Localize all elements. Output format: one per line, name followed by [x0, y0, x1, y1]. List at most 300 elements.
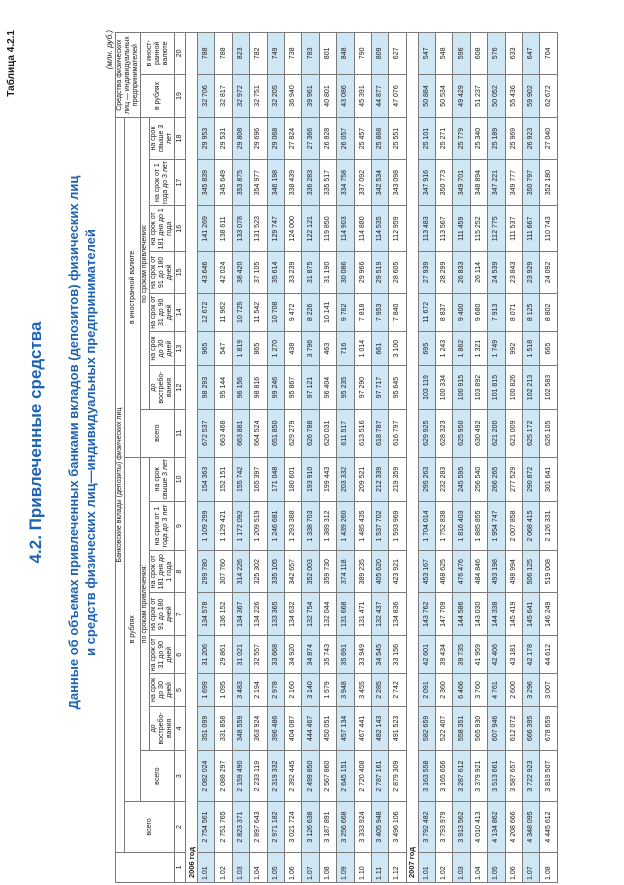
value-cell: 33 949 [354, 636, 371, 674]
year-group-row [406, 33, 418, 883]
value-cell: 3 163 558 [418, 751, 435, 802]
value-cell: 146 249 [540, 593, 557, 636]
table-row [389, 33, 406, 883]
value-cell: 97 717 [371, 366, 388, 410]
value-cell: 848 [337, 33, 354, 75]
table-row [371, 33, 388, 883]
value-cell: 11 542 [250, 293, 267, 331]
rub-181-1y-header: на срок от 181 дня до 1 года [150, 550, 175, 593]
value-cell: 30 086 [337, 252, 354, 294]
value-cell: 245 595 [453, 457, 470, 502]
value-cell: 1 270 [267, 332, 284, 366]
value-cell: 119 850 [319, 206, 336, 252]
value-cell: 352 003 [302, 550, 319, 593]
column-number: 20 [175, 33, 186, 75]
value-cell: 3 405 948 [371, 802, 388, 853]
value-cell: 1 579 [319, 674, 336, 706]
column-number: 4 [175, 706, 186, 751]
value-cell: 134 226 [250, 593, 267, 636]
value-cell: 10 725 [232, 293, 249, 331]
fx-on-demand-header: до востребо-вания [150, 366, 175, 410]
value-cell: 1 518 [523, 332, 540, 366]
value-cell: 32 205 [267, 74, 284, 118]
value-cell: 34 920 [284, 636, 301, 674]
month-cell: 1.05 [488, 852, 505, 882]
value-cell: 325 302 [250, 550, 267, 593]
value-cell: 144 338 [488, 593, 505, 636]
value-cell: 349 777 [505, 159, 522, 206]
value-cell: 2 787 161 [371, 751, 388, 802]
value-cell: 522 407 [436, 706, 453, 751]
value-cell: 47 076 [389, 74, 406, 118]
value-cell: 49 429 [453, 74, 470, 118]
value-cell: 348 559 [232, 706, 249, 751]
value-cell: 256 540 [470, 457, 487, 502]
value-cell: 596 [453, 33, 470, 75]
value-cell: 26 057 [337, 118, 354, 160]
value-cell: 101 815 [488, 366, 505, 410]
value-cell: 2 319 332 [267, 751, 284, 802]
value-cell: 33 156 [389, 636, 406, 674]
value-cell: 2 088 297 [215, 751, 232, 802]
month-cell: 1.05 [267, 852, 284, 882]
value-cell: 491 523 [389, 706, 406, 751]
column-number: 8 [175, 550, 186, 593]
value-cell: 8 802 [540, 293, 557, 331]
value-cell: 2 194 [250, 674, 267, 706]
value-cell: 209 521 [354, 457, 371, 502]
rub-on-demand-header: до востребо-вания [150, 706, 175, 751]
value-cell: 203 332 [337, 457, 354, 502]
month-cell: 1.06 [284, 852, 301, 882]
month-cell: 1.02 [215, 852, 232, 882]
column-number: 5 [175, 674, 186, 706]
value-cell: 314 226 [232, 550, 249, 593]
value-cell: 351 099 [198, 706, 215, 751]
value-cell: 41 959 [470, 636, 487, 674]
value-cell: 266 265 [488, 457, 505, 502]
value-cell: 29 953 [198, 118, 215, 160]
column-number: 17 [175, 159, 186, 206]
value-cell: 100 826 [505, 366, 522, 410]
value-cell: 467 441 [354, 706, 371, 751]
value-cell: 103 119 [418, 366, 435, 410]
value-cell: 363 924 [250, 706, 267, 751]
value-cell: 621 009 [505, 409, 522, 457]
value-cell: 4 134 862 [488, 802, 505, 853]
value-cell: 43 086 [337, 74, 354, 118]
value-cell: 27 366 [302, 118, 319, 160]
value-cell: 1 209 519 [250, 502, 267, 551]
value-cell: 110 743 [540, 206, 557, 252]
value-cell: 95 867 [284, 366, 301, 410]
deposits-header: Банковские вклады (депозиты) физических лиц [116, 118, 125, 853]
month-cell: 1.02 [436, 852, 453, 882]
value-cell: 3 021 724 [284, 802, 301, 853]
value-cell: 1 243 [436, 332, 453, 366]
value-cell: 24 539 [488, 252, 505, 294]
value-cell: 165 397 [250, 457, 267, 502]
value-cell: 342 657 [284, 550, 301, 593]
table-row [198, 33, 215, 883]
value-cell: 199 443 [319, 457, 336, 502]
value-cell: 613 516 [354, 409, 371, 457]
value-cell: 31 021 [232, 636, 249, 674]
value-cell: 2 754 561 [198, 802, 215, 853]
value-cell: 1 699 [198, 674, 215, 706]
month-cell: 1.08 [319, 852, 336, 882]
value-cell: 131 668 [337, 593, 354, 636]
value-cell: 1 749 [488, 332, 505, 366]
units-label: (млн. руб.) [105, 30, 114, 70]
value-cell: 404 087 [284, 706, 301, 751]
value-cell: 3 760 [470, 674, 487, 706]
value-cell: 647 [523, 33, 540, 75]
value-cell: 59 902 [523, 74, 540, 118]
fx-181-1y-header: на срок от 181 дня до 1 года [150, 206, 175, 252]
value-cell: 44 612 [540, 636, 557, 674]
month-cell: 1.07 [523, 852, 540, 882]
value-cell: 782 [250, 33, 267, 75]
value-cell: 10 141 [319, 293, 336, 331]
value-cell: 548 [436, 33, 453, 75]
value-cell: 180 601 [284, 457, 301, 502]
value-cell: 1 129 421 [215, 502, 232, 551]
value-cell: 2 879 309 [389, 751, 406, 802]
table-row [267, 33, 284, 883]
value-cell: 96 404 [319, 366, 336, 410]
value-cell: 783 [302, 33, 319, 75]
value-cell: 3 140 [302, 674, 319, 706]
value-cell: 1 439 260 [337, 502, 354, 551]
value-cell: 34 545 [371, 636, 388, 674]
value-cell: 31 875 [302, 252, 319, 294]
value-cell: 1 014 [354, 332, 371, 366]
table-row [354, 33, 371, 883]
value-cell: 809 [371, 33, 388, 75]
value-cell: 1 704 014 [418, 502, 435, 551]
month-cell: 1.09 [337, 852, 354, 882]
value-cell: 26 828 [319, 118, 336, 160]
value-cell: 219 359 [389, 457, 406, 502]
month-cell: 1.04 [250, 852, 267, 882]
value-cell: 337 092 [354, 159, 371, 206]
value-cell: 352 180 [540, 159, 557, 206]
value-cell: 43 646 [198, 252, 215, 294]
value-cell: 338 439 [284, 159, 301, 206]
value-cell: 141 269 [198, 206, 215, 252]
value-cell: 95 645 [389, 366, 406, 410]
value-cell: 134 367 [232, 593, 249, 636]
value-cell: 801 [319, 33, 336, 75]
value-cell: 301 641 [540, 457, 557, 502]
table-row [284, 33, 301, 883]
value-cell: 1 816 403 [453, 502, 470, 551]
value-cell: 629 925 [418, 409, 435, 457]
value-cell: 136 152 [215, 593, 232, 636]
value-cell: 716 [337, 332, 354, 366]
value-cell: 506 125 [523, 550, 540, 593]
rub-1-3y-header: на срок от 1 года до 3 лет [150, 502, 175, 551]
value-cell: 336 283 [302, 159, 319, 206]
value-cell: 42 406 [488, 636, 505, 674]
value-cell: 4 208 666 [505, 802, 522, 853]
value-cell: 26 114 [470, 252, 487, 294]
value-cell: 2 392 445 [284, 751, 301, 802]
caption-line-1: Данные об объемах привлеченных банками вкладов (депозитов) физических лиц [66, 175, 81, 710]
value-cell: 29 808 [232, 118, 249, 160]
value-cell: 7 913 [488, 293, 505, 331]
value-cell: 25 189 [488, 118, 505, 160]
month-cell: 1.12 [389, 852, 406, 882]
column-number: 10 [175, 457, 186, 502]
table-row [232, 33, 249, 883]
column-number: 18 [175, 118, 186, 160]
month-cell: 1.04 [470, 852, 487, 882]
value-cell: 2 360 [436, 674, 453, 706]
value-cell: 8 226 [302, 293, 319, 331]
value-cell: 353 875 [232, 159, 249, 206]
value-cell: 2 285 [371, 674, 388, 706]
fx-1-3y-header: на срок от 1 года до 3 лет [150, 159, 175, 206]
value-cell: 132 754 [302, 593, 319, 636]
table-row [453, 33, 470, 883]
value-cell: 1 752 838 [436, 502, 453, 551]
value-cell: 1 389 312 [319, 502, 336, 551]
value-cell: 96 156 [232, 366, 249, 410]
value-cell: 611 517 [337, 409, 354, 457]
value-cell: 1 246 681 [267, 502, 284, 551]
value-cell: 3 496 106 [389, 802, 406, 853]
value-cell: 111 537 [505, 206, 522, 252]
value-cell: 3 796 [302, 332, 319, 366]
value-cell: 95 235 [337, 366, 354, 410]
value-cell: 438 [284, 332, 301, 366]
ip-rub-header: в рублях [141, 74, 175, 118]
value-cell: 39 735 [453, 636, 470, 674]
value-cell: 55 436 [505, 74, 522, 118]
value-cell: 112 775 [488, 206, 505, 252]
value-cell: 346 198 [267, 159, 284, 206]
value-cell: 629 279 [284, 409, 301, 457]
table-number: Таблица 4.2.1 [6, 30, 17, 97]
value-cell: 565 930 [470, 706, 487, 751]
value-cell: 334 758 [337, 159, 354, 206]
value-cell: 25 271 [436, 118, 453, 160]
value-cell: 26 923 [523, 118, 540, 160]
value-cell: 212 339 [371, 457, 388, 502]
value-cell: 2 645 151 [337, 751, 354, 802]
fx-3y-header: на срок свыше 3 лет [150, 118, 175, 160]
table-row [319, 33, 336, 883]
value-cell: 633 [505, 33, 522, 75]
value-cell: 113 567 [436, 206, 453, 252]
column-number: 12 [175, 366, 186, 410]
value-cell: 34 874 [302, 636, 319, 674]
value-cell: 493 198 [488, 550, 505, 593]
value-cell: 290 872 [523, 457, 540, 502]
value-cell: 7 840 [389, 293, 406, 331]
column-number: 1 [175, 852, 186, 882]
month-cell: 1.07 [302, 852, 319, 882]
rub-91-180-header: на срок от 91 до 180 дней [150, 593, 175, 636]
month-cell: 1.03 [453, 852, 470, 882]
value-cell: 1 293 388 [284, 502, 301, 551]
value-cell: 3 455 [354, 674, 371, 706]
column-number: 11 [175, 409, 186, 457]
value-cell: 113 483 [418, 206, 435, 252]
value-cell: 232 283 [436, 457, 453, 502]
value-cell: 1 537 702 [371, 502, 388, 551]
value-cell: 2 751 765 [215, 802, 232, 853]
value-cell: 1 321 [470, 332, 487, 366]
value-cell: 27 939 [418, 252, 435, 294]
value-cell: 7 818 [354, 293, 371, 331]
value-cell: 607 946 [488, 706, 505, 751]
table-row [418, 33, 435, 883]
value-cell: 39 961 [302, 74, 319, 118]
fx-30-header: на срок до 30 дней [150, 332, 175, 366]
value-cell: 25 457 [354, 118, 371, 160]
value-cell: 3 793 979 [436, 802, 453, 853]
value-cell: 965 [198, 332, 215, 366]
value-cell: 147 709 [436, 593, 453, 636]
value-cell: 621 200 [488, 409, 505, 457]
value-cell: 42 024 [215, 252, 232, 294]
value-cell: 3 287 612 [453, 751, 470, 802]
value-cell: 29 861 [215, 636, 232, 674]
value-cell: 350 773 [436, 159, 453, 206]
value-cell: 1 593 969 [389, 502, 406, 551]
value-cell: 50 052 [488, 74, 505, 118]
table-row [337, 33, 354, 883]
value-cell: 32 817 [215, 74, 232, 118]
value-cell: 29 519 [371, 252, 388, 294]
value-cell: 144 586 [453, 593, 470, 636]
value-cell: 25 779 [453, 118, 470, 160]
value-cell: 2 742 [389, 674, 406, 706]
rub-header: в рублях [125, 457, 141, 802]
value-cell: 331 858 [215, 706, 232, 751]
value-cell: 678 659 [540, 706, 557, 751]
value-cell: 9 400 [453, 293, 470, 331]
value-cell: 630 492 [470, 409, 487, 457]
value-cell: 307 760 [215, 550, 232, 593]
value-cell: 35 691 [337, 636, 354, 674]
value-cell: 463 [319, 332, 336, 366]
value-cell: 790 [354, 33, 371, 75]
value-cell: 138 611 [215, 206, 232, 252]
value-cell: 374 118 [337, 550, 354, 593]
value-cell: 626 788 [302, 409, 319, 457]
value-cell: 3 483 [232, 674, 249, 706]
value-cell: 2 600 [505, 674, 522, 706]
value-cell: 476 476 [453, 550, 470, 593]
month-cell: 1.01 [198, 852, 215, 882]
value-cell: 628 323 [436, 409, 453, 457]
value-cell: 23 843 [505, 252, 522, 294]
value-cell: 1 338 703 [302, 502, 319, 551]
value-cell: 2 567 860 [319, 751, 336, 802]
value-cell: 2 160 [284, 674, 301, 706]
column-number: 6 [175, 636, 186, 674]
table-row [250, 33, 267, 883]
value-cell: 625 950 [453, 409, 470, 457]
value-cell: 112 959 [389, 206, 406, 252]
month-cell: 1.01 [418, 852, 435, 882]
value-cell: 3 126 638 [302, 802, 319, 853]
value-cell: 114 903 [337, 206, 354, 252]
value-cell: 665 [540, 332, 557, 366]
value-cell: 35 743 [319, 636, 336, 674]
value-cell: 6 466 [453, 674, 470, 706]
value-cell: 2 499 850 [302, 751, 319, 802]
value-cell: 3 587 657 [505, 751, 522, 802]
value-cell: 25 969 [505, 118, 522, 160]
value-cell: 2 007 858 [505, 502, 522, 551]
value-cell: 547 [418, 33, 435, 75]
value-cell: 8 071 [505, 293, 522, 331]
value-cell: 134 836 [389, 593, 406, 636]
value-cell: 1 819 [232, 332, 249, 366]
table-row [436, 33, 453, 883]
value-cell: 131 523 [250, 206, 267, 252]
value-cell: 102 213 [523, 366, 540, 410]
value-cell: 25 551 [389, 118, 406, 160]
value-cell: 44 877 [371, 74, 388, 118]
value-cell: 1 172 092 [232, 502, 249, 551]
fx-31-90-header: на срок от 31 до 90 дней [150, 293, 175, 331]
table-body [175, 33, 558, 883]
value-cell: 498 994 [505, 550, 522, 593]
fx-total-header: всего [141, 409, 175, 457]
value-cell: 50 884 [418, 74, 435, 118]
value-cell: 1 885 855 [470, 502, 487, 551]
column-numbers-row [175, 33, 186, 883]
value-cell: 10 708 [267, 293, 284, 331]
value-cell: 519 008 [540, 550, 557, 593]
value-cell: 134 632 [284, 593, 301, 636]
value-cell: 2 971 182 [267, 802, 284, 853]
value-cell: 23 929 [523, 252, 540, 294]
value-cell: 704 [540, 33, 557, 75]
value-cell: 27 040 [540, 118, 557, 160]
value-cell: 3 948 [337, 674, 354, 706]
value-cell: 547 [215, 332, 232, 366]
month-cell: 1.11 [371, 852, 388, 882]
table-row [215, 33, 232, 883]
caption-line-2: и средств физических лиц—индивидуальных предпринимателей [83, 229, 98, 656]
value-cell: 27 824 [284, 118, 301, 160]
value-cell: 155 742 [232, 457, 249, 502]
value-cell: 666 395 [523, 706, 540, 751]
value-cell: 576 [488, 33, 505, 75]
value-cell: 28 605 [389, 252, 406, 294]
value-cell: 453 167 [418, 550, 435, 593]
value-cell: 2 126 331 [540, 502, 557, 551]
value-cell: 152 151 [215, 457, 232, 502]
value-cell: 672 537 [198, 409, 215, 457]
value-cell: 122 121 [302, 206, 319, 252]
value-cell: 2 823 371 [232, 802, 249, 853]
column-number: 19 [175, 74, 186, 118]
value-cell: 468 625 [436, 550, 453, 593]
value-cell: 143 030 [470, 593, 487, 636]
value-cell: 405 620 [371, 550, 388, 593]
rub-3y-header: на срок свыше 3 лет [150, 457, 175, 502]
value-cell: 651 850 [267, 409, 284, 457]
value-cell: 102 583 [540, 366, 557, 410]
